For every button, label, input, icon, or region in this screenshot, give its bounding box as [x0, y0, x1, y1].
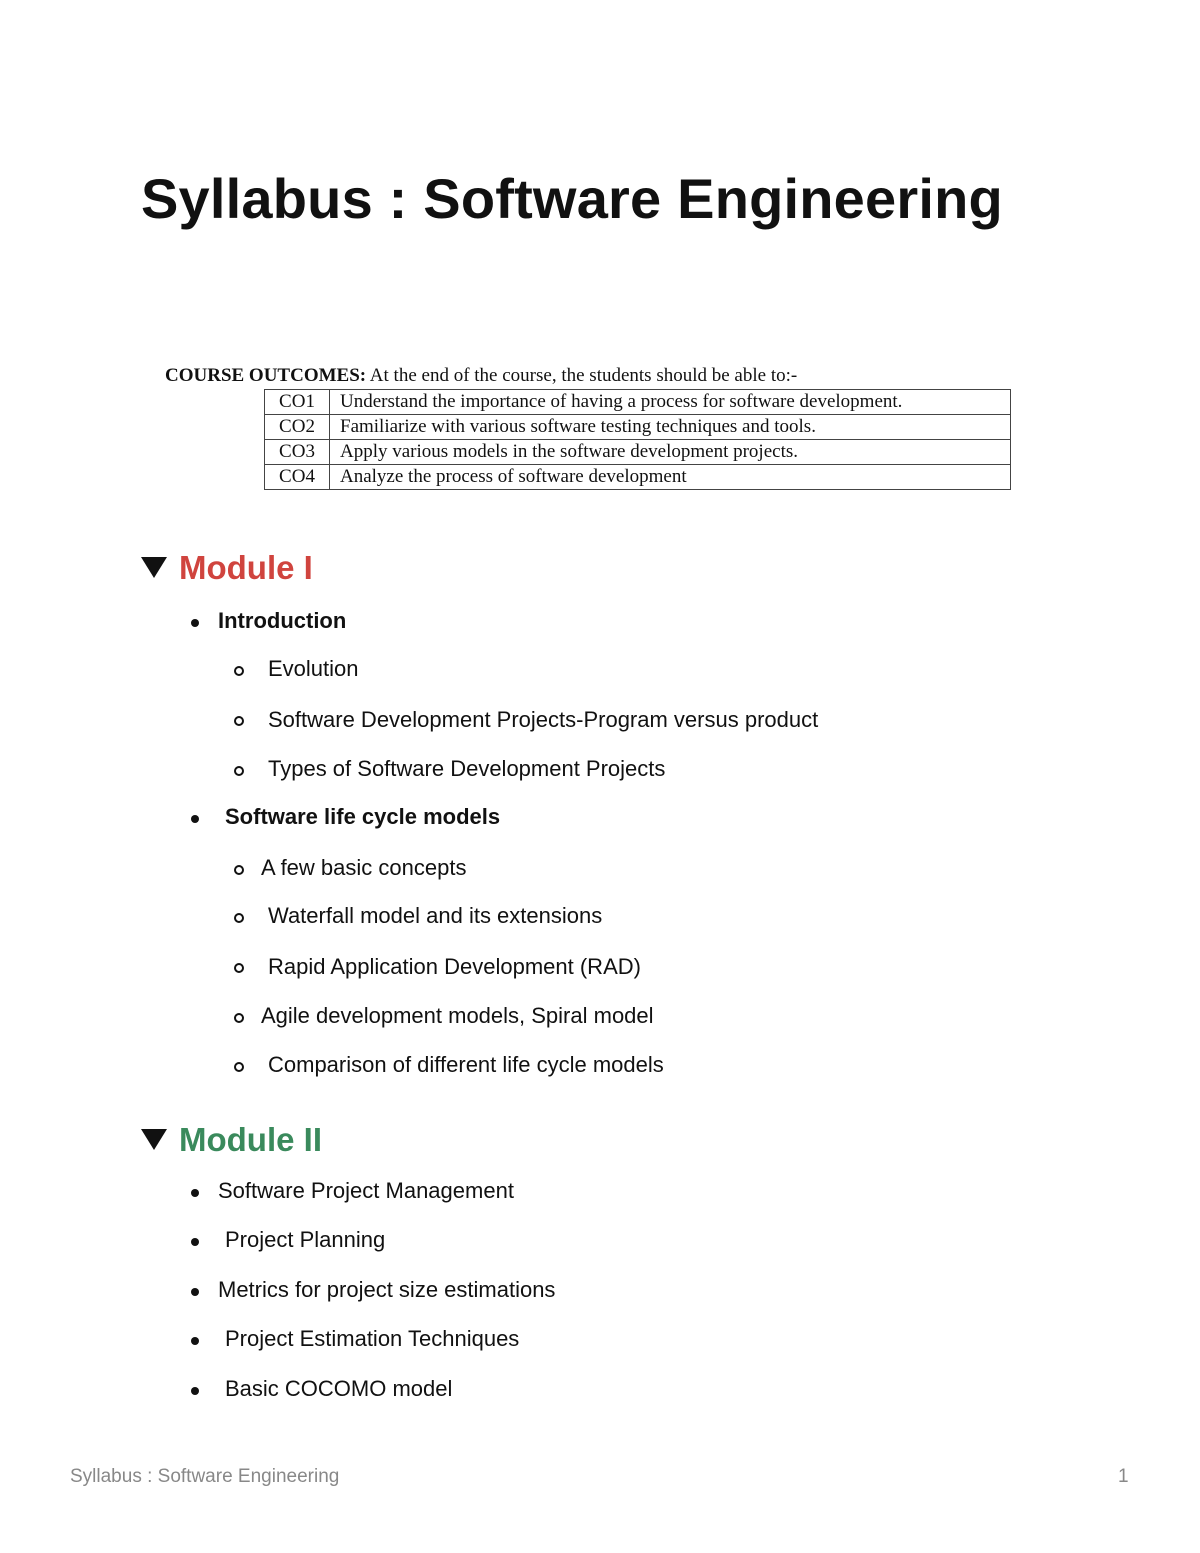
subtopic-item: Waterfall model and its extensions	[268, 903, 603, 928]
topic-item: Project Estimation Techniques	[225, 1326, 520, 1351]
sub-bullet-icon	[234, 1013, 244, 1023]
bullet-icon	[191, 1189, 199, 1197]
subtopic-item: Types of Software Development Projects	[268, 756, 666, 781]
bullet-icon	[191, 619, 199, 627]
collapse-triangle-icon[interactable]	[141, 557, 167, 578]
module-2-toggle[interactable]	[141, 1121, 322, 1159]
module-2-title: Module II	[179, 1121, 322, 1158]
collapse-triangle-icon[interactable]	[141, 1129, 167, 1150]
subtopic-item: Evolution	[268, 656, 359, 681]
bullet-icon	[191, 1288, 199, 1296]
module-1-toggle[interactable]	[141, 549, 313, 587]
topic-introduction: Introduction	[218, 608, 347, 633]
topic-item: Software Project Management	[218, 1178, 514, 1203]
bullet-icon	[191, 1337, 199, 1345]
co-description: Understand the importance of having a process for software development.	[330, 390, 1011, 415]
page-title: Syllabus : Software Engineering	[141, 167, 1003, 230]
topic-life-cycle-models: Software life cycle models	[225, 804, 501, 829]
topic-item: Basic COCOMO model	[225, 1376, 453, 1401]
table-row	[265, 390, 1011, 415]
sub-bullet-icon	[234, 963, 244, 973]
sub-bullet-icon	[234, 1062, 244, 1072]
sub-bullet-icon	[234, 913, 244, 923]
course-outcomes-label: COURSE OUTCOMES:	[165, 365, 367, 386]
course-outcomes-heading	[165, 365, 797, 387]
module-1-title: Module I	[179, 549, 313, 586]
sub-bullet-icon	[234, 766, 244, 776]
co-code: CO2	[265, 415, 330, 440]
table-row	[265, 415, 1011, 440]
bullet-icon	[191, 1238, 199, 1246]
co-description: Apply various models in the software development projects.	[330, 440, 1011, 465]
course-outcomes-intro: At the end of the course, the students should be able to:-	[366, 365, 798, 386]
table-row	[265, 440, 1011, 465]
subtopic-item: Rapid Application Development (RAD)	[268, 954, 641, 979]
subtopic-item: A few basic concepts	[261, 855, 467, 880]
subtopic-item: Comparison of different life cycle models	[268, 1052, 664, 1077]
bullet-icon	[191, 1387, 199, 1395]
topic-item: Project Planning	[225, 1227, 386, 1252]
co-description: Familiarize with various software testing techniques and tools.	[330, 415, 1011, 440]
sub-bullet-icon	[234, 716, 244, 726]
sub-bullet-icon	[234, 666, 244, 676]
course-outcomes-table	[264, 389, 1011, 490]
co-code: CO4	[265, 465, 330, 490]
bullet-icon	[191, 815, 199, 823]
table-row	[265, 465, 1011, 490]
topic-item: Metrics for project size estimations	[218, 1277, 556, 1302]
footer-title: Syllabus : Software Engineering	[70, 1466, 340, 1487]
subtopic-item: Software Development Projects-Program versus product	[268, 707, 819, 732]
co-code: CO1	[265, 390, 330, 415]
sub-bullet-icon	[234, 865, 244, 875]
page-number: 1	[1118, 1466, 1129, 1487]
subtopic-item: Agile development models, Spiral model	[261, 1003, 654, 1028]
co-description: Analyze the process of software development	[330, 465, 1011, 490]
co-code: CO3	[265, 440, 330, 465]
